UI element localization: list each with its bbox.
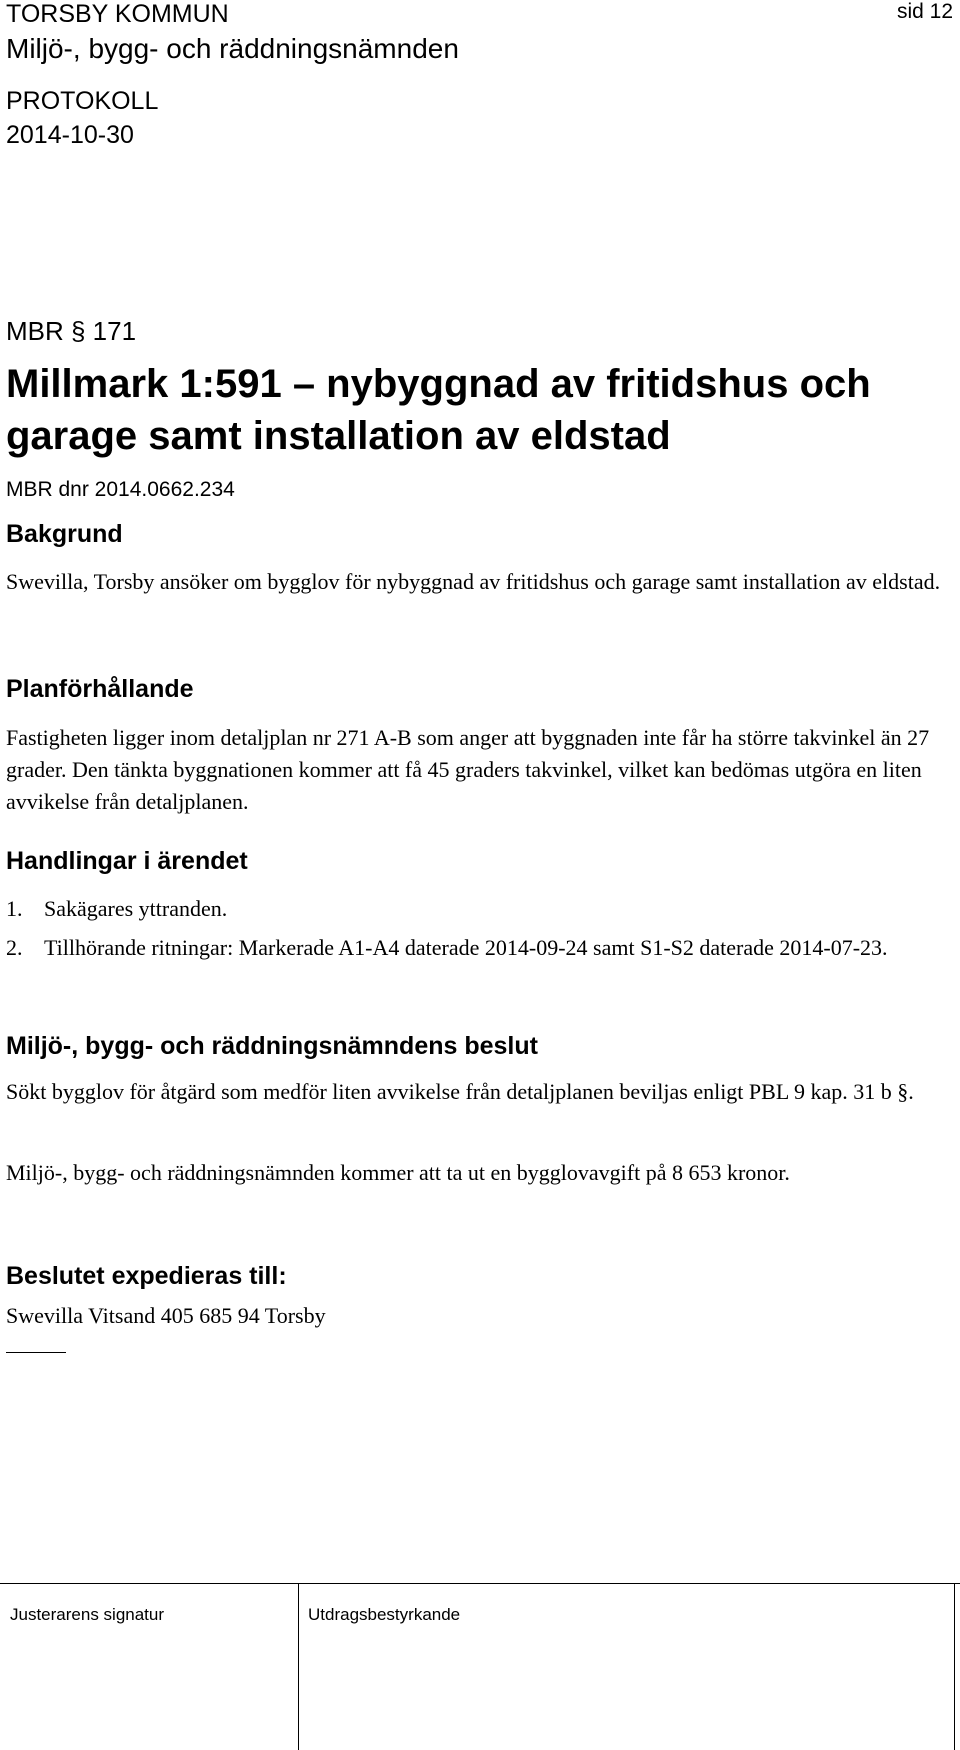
board-name: Miljö-, bygg- och räddningsnämnden xyxy=(6,33,459,64)
decision-text-2: Miljö-, bygg- och räddningsnämnden kommer att ta ut en bygglovavgift på 8 653 kronor. xyxy=(6,1160,790,1185)
footer-top-border xyxy=(0,1583,960,1584)
documents-heading: Handlingar i ärendet xyxy=(6,847,248,875)
decision-text-1: Sökt bygglov för åtgärd som medför liten avvikelse från detaljplanen beviljas enligt PBL 9 kap. 31 b §. xyxy=(6,1079,914,1104)
list-item-text: Sakägares yttranden. xyxy=(44,896,228,921)
page-number: sid 12 xyxy=(897,0,954,23)
signature-footer xyxy=(0,1583,960,1750)
background-heading: Bakgrund xyxy=(6,520,123,548)
footer-right-border xyxy=(954,1583,955,1750)
background-text: Swevilla, Torsby ansöker om bygglov för nybyggnad av fritidshus och garage samt installation av eldstad. xyxy=(6,569,941,594)
list-item xyxy=(0,893,960,925)
case-title: Millmark 1:591 – nybyggnad av fritidshus och garage samt installation av eldstad xyxy=(6,362,871,458)
list-item-number: 2. xyxy=(6,935,23,960)
signature-label: Justerarens signatur xyxy=(10,1605,165,1624)
list-item-text: Tillhörande ritningar: Markerade A1-A4 daterade 2014-09-24 samt S1-S2 daterade 2014-07-23. xyxy=(44,935,888,960)
certification-label: Utdragsbestyrkande xyxy=(308,1605,461,1624)
separator-line xyxy=(6,1352,66,1353)
organization-name: TORSBY KOMMUN xyxy=(6,0,229,28)
footer-divider xyxy=(298,1583,299,1750)
plan-heading: Planförhållande xyxy=(6,675,194,703)
dispatch-text: Swevilla Vitsand 405 685 94 Torsby xyxy=(6,1303,326,1328)
plan-text: Fastigheten ligger inom detaljplan nr 271 A-B som anger att byggnaden inte får ha större takvinkel än 27 grader. Den tänkta byggnationen kommer att få 45 graders takvinkel, vilket kan bedömas utgöra en liten avvikelse från detaljplanen. xyxy=(6,725,930,814)
list-item-number: 1. xyxy=(6,896,23,921)
case-reference: MBR dnr 2014.0662.234 xyxy=(6,478,235,501)
document-date: 2014-10-30 xyxy=(6,121,134,149)
dispatch-heading: Beslutet expedieras till: xyxy=(6,1262,287,1290)
case-number: MBR § 171 xyxy=(6,316,137,346)
list-item xyxy=(0,932,960,996)
document-type: PROTOKOLL xyxy=(6,87,159,115)
decision-heading: Miljö-, bygg- och räddningsnämndens beslut xyxy=(6,1032,538,1060)
